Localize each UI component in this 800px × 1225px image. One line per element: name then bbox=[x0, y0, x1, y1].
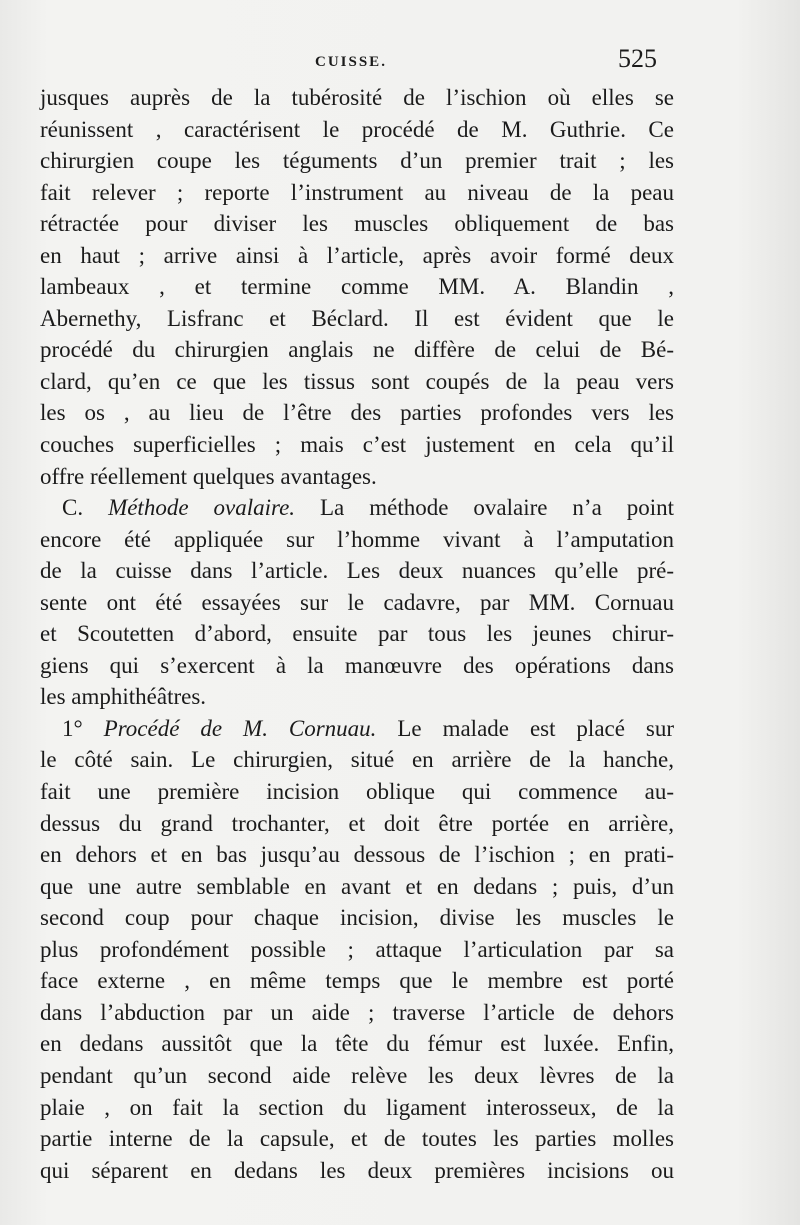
line-text: pendant qu’un second aide relève les deux lèvres de la bbox=[40, 1062, 674, 1088]
line-text: fait relever ; reporte l’instrument au niveau de la peau bbox=[40, 179, 674, 205]
paragraph-label: C. bbox=[62, 495, 109, 521]
line-text: procédé du chirurgien anglais ne diffère de celui de Bé- bbox=[40, 337, 674, 363]
line-text: lambeaux , et termine comme MM. A. Blandin , bbox=[40, 274, 674, 300]
line-text: dessus du grand trochanter, et doit être portée en arrière, bbox=[40, 810, 674, 836]
text-line bbox=[40, 1155, 674, 1187]
line-text: clard, qu’en ce que les tissus sont coupés de la peau vers bbox=[40, 368, 674, 394]
text-line bbox=[40, 524, 674, 556]
line-text: sente ont été essayées sur le cadavre, par MM. Cornuau bbox=[40, 589, 674, 615]
line-text: le côté sain. Le chirurgien, situé en arrière de la hanche, bbox=[40, 747, 674, 773]
running-head bbox=[40, 44, 662, 82]
text-line bbox=[40, 1028, 674, 1060]
line-text: plaie , on fait la section du ligament interosseux, de la bbox=[40, 1094, 674, 1120]
text-line bbox=[40, 713, 674, 745]
line-text: en haut ; arrive ainsi à l’article, après avoir formé deux bbox=[40, 242, 674, 268]
text-line bbox=[40, 240, 674, 272]
line-text: face externe , en même temps que le membre est porté bbox=[40, 968, 674, 994]
text-line bbox=[40, 1092, 674, 1124]
text-line bbox=[40, 334, 674, 366]
text-line bbox=[40, 114, 674, 146]
line-text: Abernethy, Lisfranc et Béclard. Il est évident que le bbox=[40, 305, 674, 331]
text-line bbox=[40, 208, 674, 240]
line-text: rétractée pour diviser les muscles obliquement de bas bbox=[40, 211, 674, 237]
line-text: giens qui s’exercent à la manœuvre des opérations dans bbox=[40, 652, 674, 678]
page-number: 525 bbox=[618, 44, 657, 73]
text-line bbox=[40, 82, 674, 114]
text-line bbox=[40, 397, 674, 429]
line-text: de la cuisse dans l’article. Les deux nuances qu’elle pré- bbox=[40, 558, 674, 584]
text-line bbox=[40, 808, 674, 840]
line-text: qui séparent en dedans les deux premières incisions ou bbox=[40, 1157, 674, 1183]
text-line bbox=[40, 650, 674, 682]
text-line bbox=[40, 587, 674, 619]
text-line bbox=[40, 429, 674, 461]
line-text: réunissent , caractérisent le procédé de M. Guthrie. Ce bbox=[40, 116, 674, 142]
text-line bbox=[40, 965, 674, 997]
text-line bbox=[40, 461, 674, 493]
line-text: fait une première incision oblique qui commence au- bbox=[40, 779, 674, 805]
line-text: couches superficielles ; mais c’est justement en cela qu’il bbox=[40, 432, 674, 458]
running-title: CUISSE. bbox=[315, 54, 387, 70]
line-text: en dedans aussitôt que la tête du fémur est luxée. Enfin, bbox=[40, 1031, 674, 1057]
line-text: La méthode ovalaire n’a point bbox=[295, 495, 675, 521]
text-line bbox=[40, 492, 674, 524]
text-line bbox=[40, 271, 674, 303]
text-line bbox=[40, 555, 674, 587]
text-line bbox=[40, 177, 674, 209]
text-line bbox=[40, 902, 674, 934]
text-line bbox=[40, 839, 674, 871]
line-text: encore été appliquée sur l’homme vivant à l’amputation bbox=[40, 526, 674, 552]
line-text: partie interne de la capsule, et de toutes les parties molles bbox=[40, 1126, 674, 1152]
text-line bbox=[40, 681, 674, 713]
paragraph-label: 1° bbox=[62, 715, 104, 741]
text-line bbox=[40, 1123, 674, 1155]
text-line bbox=[40, 1060, 674, 1092]
text-line bbox=[40, 776, 674, 808]
line-text: et Scoutetten d’abord, ensuite par tous les jeunes chirur- bbox=[40, 621, 674, 647]
text-line bbox=[40, 303, 674, 335]
text-line bbox=[40, 744, 674, 776]
line-text: second coup pour chaque incision, divise les muscles le bbox=[40, 905, 674, 931]
line-text: Le malade est placé sur bbox=[376, 715, 675, 741]
section-heading: Méthode ovalaire. bbox=[108, 495, 296, 521]
text-line bbox=[40, 618, 674, 650]
line-text: chirurgien coupe les téguments d’un premier trait ; les bbox=[40, 148, 674, 174]
line-text: dans l’abduction par un aide ; traverse l’article de dehors bbox=[40, 999, 674, 1025]
text-line bbox=[40, 934, 674, 966]
text-line bbox=[40, 145, 674, 177]
text-line bbox=[40, 997, 674, 1029]
line-text: que une autre semblable en avant et en dedans ; puis, d’un bbox=[40, 873, 674, 899]
line-text: plus profondément possible ; attaque l’articulation par sa bbox=[40, 936, 674, 962]
line-text: les os , au lieu de l’être des parties profondes vers les bbox=[40, 400, 674, 426]
line-text: en dehors et en bas jusqu’au dessous de l’ischion ; en prati- bbox=[40, 842, 674, 868]
line-text: jusques auprès de la tubérosité de l’ischion où elles se bbox=[40, 85, 674, 110]
line-text: les amphithéâtres. bbox=[40, 684, 207, 710]
body-text bbox=[40, 82, 674, 1186]
text-line bbox=[40, 871, 674, 903]
text-line bbox=[40, 366, 674, 398]
line-text: offre réellement quelques avantages. bbox=[40, 463, 377, 489]
section-heading: Procédé de M. Cornuau. bbox=[103, 715, 377, 741]
